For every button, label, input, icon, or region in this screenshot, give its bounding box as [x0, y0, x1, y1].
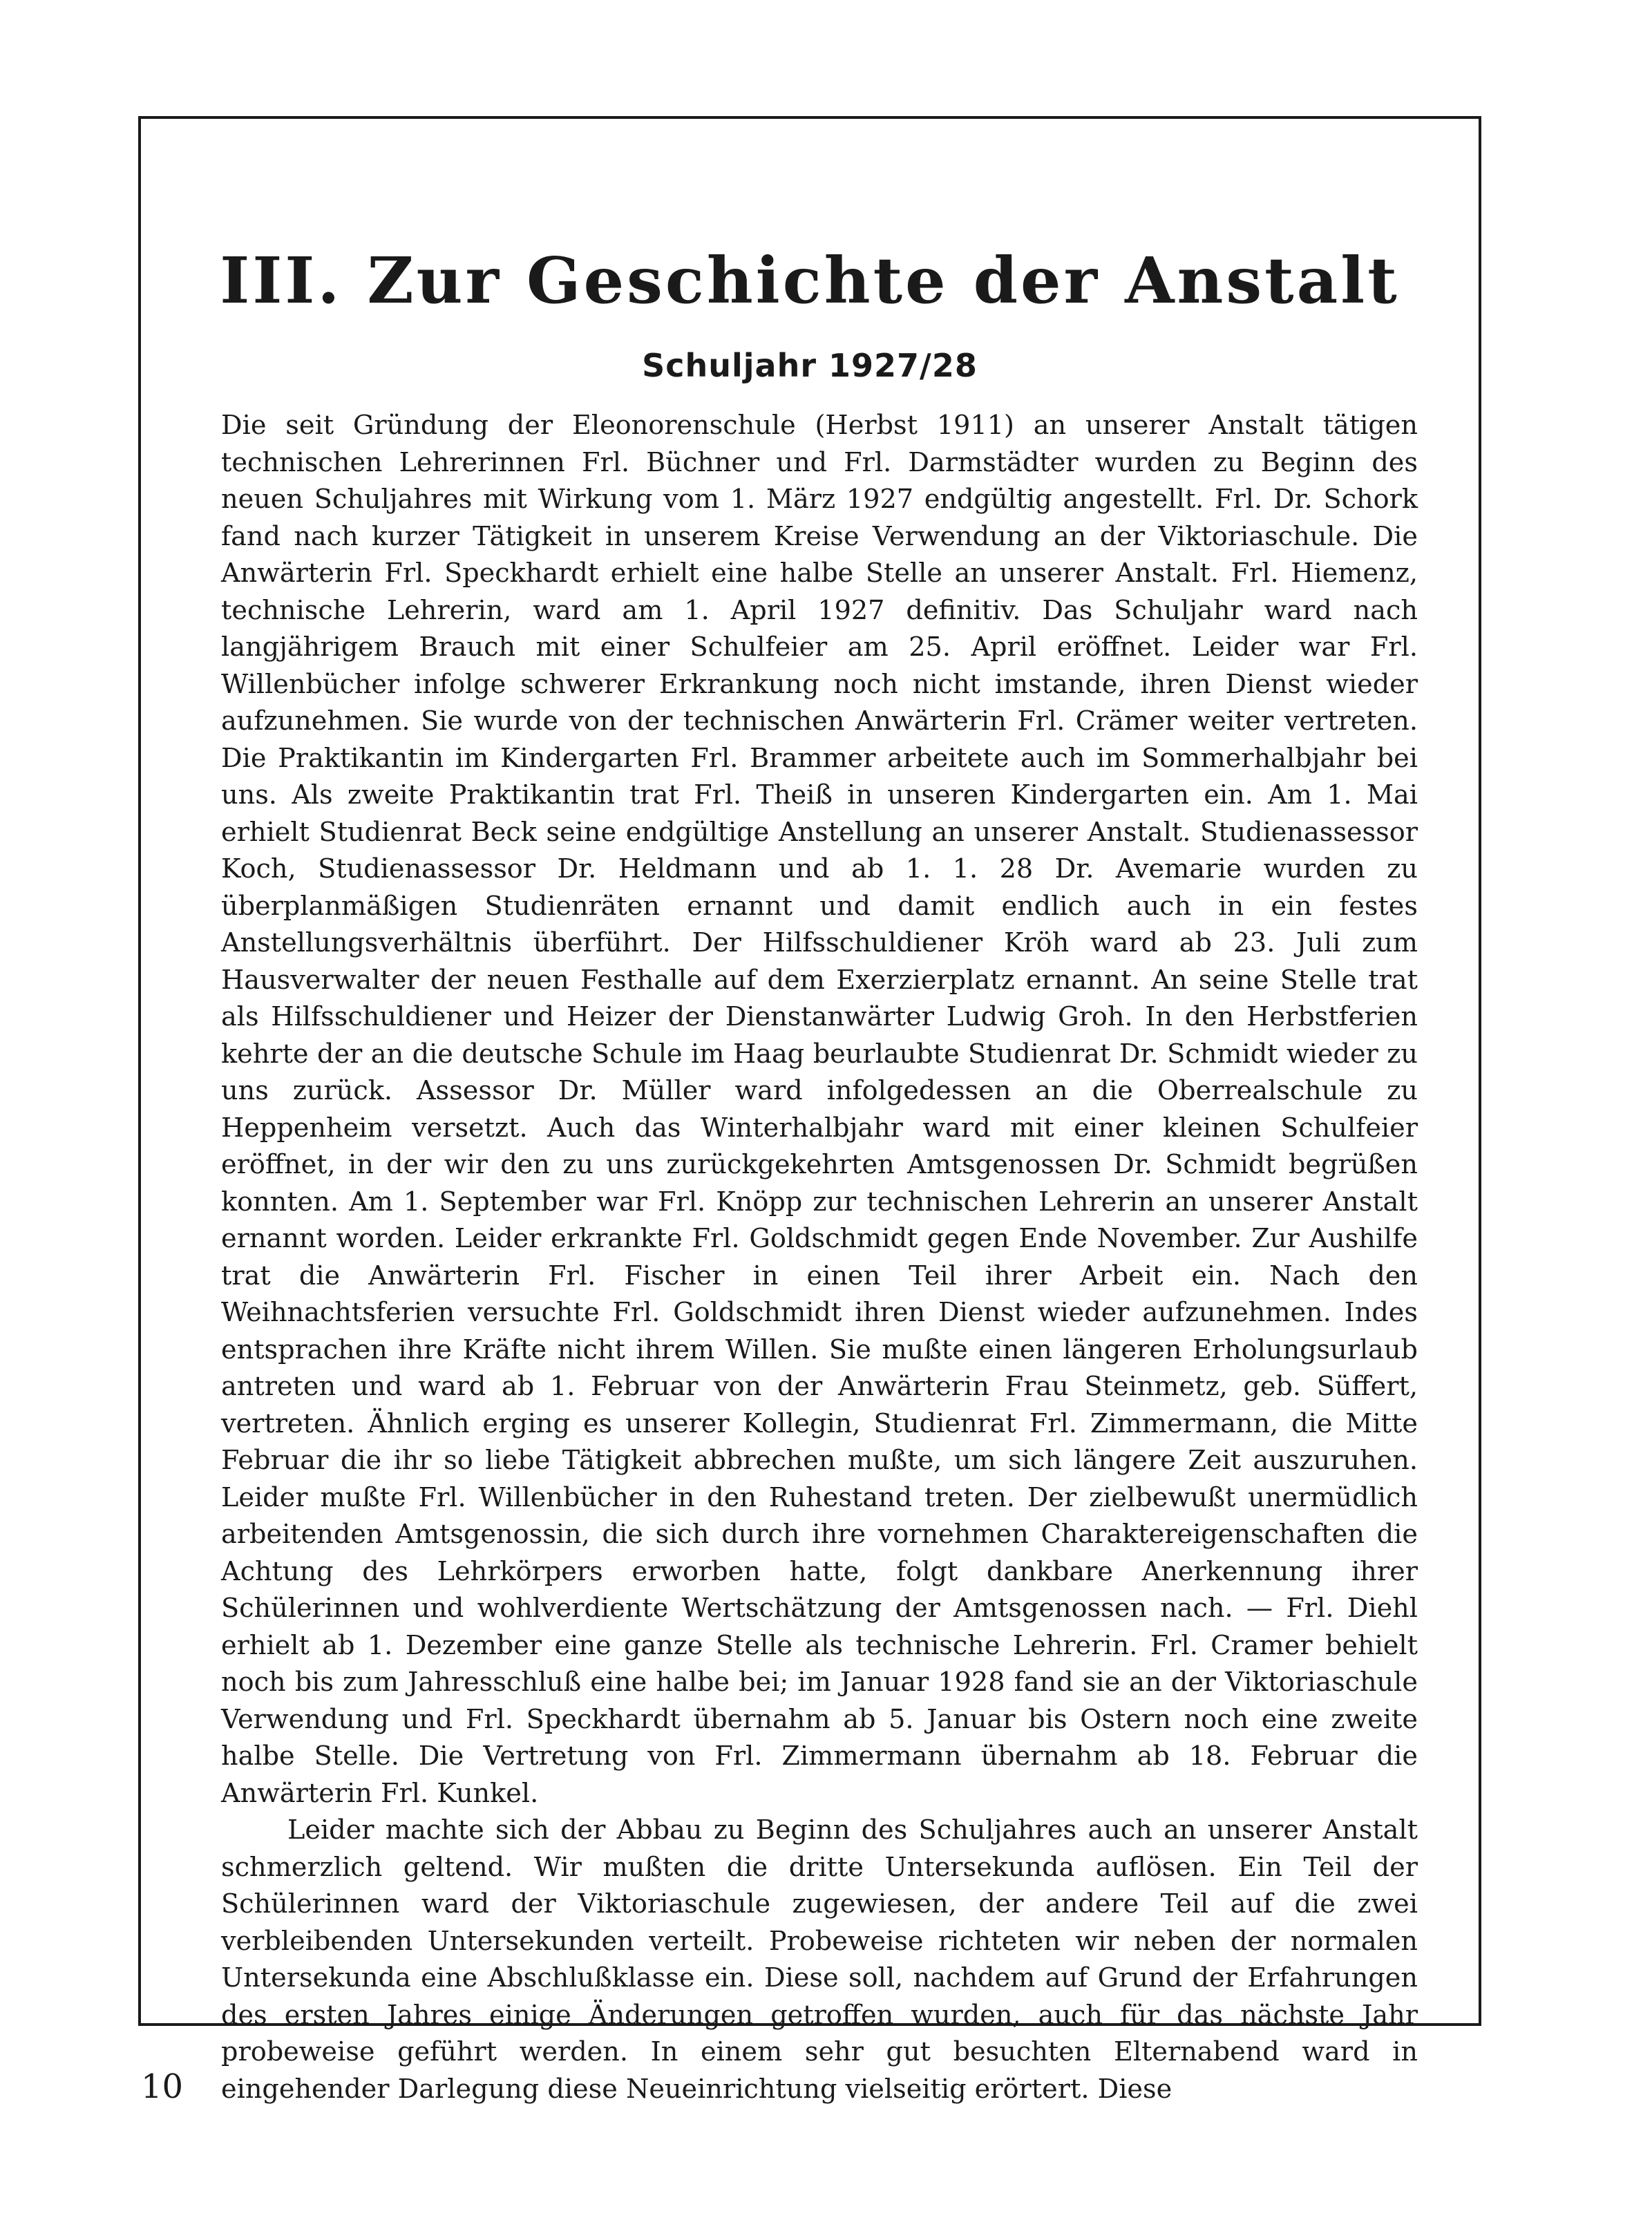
page-title: III. Zur Geschichte der Anstalt [220, 243, 1400, 318]
paragraph: Leider machte sich der Abbau zu Beginn des Schuljahres auch an unserer Anstalt schmerzlich geltend. Wir mußten die dritte Untersekunda auflösen. Ein Teil der Schülerinnen ward der Viktoriaschule zugewiesen, der andere Teil auf die zwei verbleibenden Untersekunden verteilt. Probeweise richteten wir neben der normalen Untersekunda eine Abschlußklasse ein. Diese soll, nachdem auf Grund der Erfahrungen des ersten Jahres einige Änderungen getroffen wurden, auch für das nächste Jahr probeweise geführt werden. In einem sehr gut besuchten Elternabend ward in eingehender Darlegung diese Neueinrichtung vielseitig erörtert. Diese [221, 1815, 1418, 2105]
section-subtitle: Schuljahr 1927/28 [642, 347, 978, 384]
paragraph: Die seit Gründung der Eleonorenschule (Herbst 1911) an unserer Anstalt tätigen technischen Lehrerinnen Frl. Büchner und Frl. Darmstädter wurden zu Beginn des neuen Schuljahres mit Wirkung vom 1. März 1927 endgültig angestellt. Frl. Dr. Schork fand nach kurzer Tätigkeit in unserem Kreise Verwendung an der Viktoriaschule. Die Anwärterin Frl. Speckhardt erhielt eine halbe Stelle an unserer Anstalt. Frl. Hiemenz, technische Lehrerin, ward am 1. April 1927 definitiv. Das Schuljahr ward nach langjährigem Brauch mit einer Schulfeier am 25. April eröffnet. Leider war Frl. Willenbücher infolge schwerer Erkrankung noch nicht imstande, ihren Dienst wieder aufzunehmen. Sie wurde von der technischen Anwärterin Frl. Crämer weiter vertreten. Die Praktikantin im Kindergarten Frl. Brammer arbeitete auch im Sommerhalbjahr bei uns. Als zweite Praktikantin trat Frl. Theiß in unseren Kindergarten ein. Am 1. Mai erhielt Studienrat Beck seine endgültige Anstellung an unserer Anstalt. Studienassessor Koch, Studienassessor Dr. Heldmann und ab 1. 1. 28 Dr. Avemarie wurden zu überplanmäßigen Studienräten ernannt und damit endlich auch in ein festes Anstellungsverhältnis überführt. Der Hilfsschuldiener Kröh ward ab 23. Juli zum Hausverwalter der neuen Festhalle auf dem Exerzierplatz ernannt. An seine Stelle trat als Hilfsschuldiener und Heizer der Dienstanwärter Ludwig Groh. In den Herbstferien kehrte der an die deutsche Schule im Haag beurlaubte Studienrat Dr. Schmidt wieder zu uns zurück. Assessor Dr. Müller ward infolgedessen an die Oberrealschule zu Heppenheim versetzt. Auch das Winterhalbjahr ward mit einer kleinen Schulfeier eröffnet, in der wir den zu uns zurückgekehrten Amtsgenossen Dr. Schmidt begrüßen konnten. Am 1. September war Frl. Knöpp zur technischen Lehrerin an unserer Anstalt ernannt worden. Leider erkrankte Frl. Goldschmidt gegen Ende November. Zur Aushilfe trat die Anwärterin Frl. Fischer in einen Teil ihrer Arbeit ein. Nach den Weihnachtsferien versuchte Frl. Goldschmidt ihren Dienst wieder aufzunehmen. Indes entsprachen ihre Kräfte nicht ihrem Willen. Sie mußte einen längeren Erholungsurlaub antreten und ward ab 1. Februar von der Anwärterin Frau Steinmetz, geb. Süffert, vertreten. Ähnlich erging es unserer Kollegin, Studienrat Frl. Zimmermann, die Mitte Februar die ihr so liebe Tätigkeit abbrechen mußte, um sich längere Zeit auszuruhen. Leider mußte Frl. Willenbücher in den Ruhestand treten. Der zielbewußt unermüdlich arbeitenden Amtsgenossin, die sich durch ihre vornehmen Charaktereigenschaften die Achtung des Lehrkörpers erworben hatte, folgt dankbare Anerkennung ihrer Schülerinnen und wohlverdiente Wertschätzung der Amtsgenossen nach. — Frl. Diehl erhielt ab 1. Dezember eine ganze Stelle als technische Lehrerin. Frl. Cramer behielt noch bis zum Jahresschluß eine halbe bei; im Januar 1928 fand sie an der Viktoriaschule Verwendung und Frl. Speckhardt übernahm ab 5. Januar bis Ostern noch eine zweite halbe Stelle. Die Vertretung von Frl. Zimmermann übernahm ab 18. Februar die Anwärterin Frl. Kunkel. [221, 410, 1418, 1809]
body-text [221, 408, 1418, 2108]
page-number: 10 [141, 2067, 184, 2106]
